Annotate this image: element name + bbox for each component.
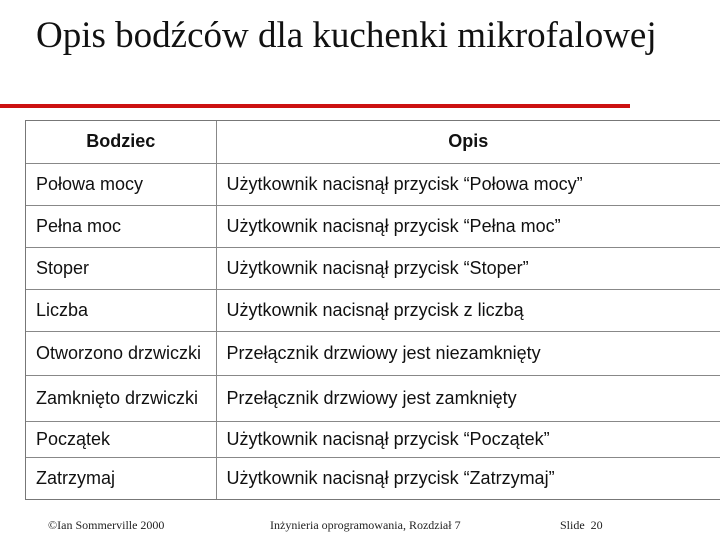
- description-cell: Użytkownik nacisnął przycisk “Pełna moc”: [216, 205, 720, 247]
- description-cell: Użytkownik nacisnął przycisk “Połowa mocy”: [216, 163, 720, 205]
- description-cell: Użytkownik nacisnął przycisk “Początek”: [216, 421, 720, 457]
- table-header-row: [26, 121, 720, 163]
- header-description: Opis: [448, 131, 489, 152]
- footer-slide-number: Slide 20: [560, 518, 603, 532]
- stimulus-table: [25, 120, 720, 500]
- table-row: [26, 457, 720, 499]
- table-row: [26, 375, 720, 421]
- stimulus-cell: Zamknięto drzwiczki: [26, 375, 216, 421]
- table-row: [26, 205, 720, 247]
- header-stimulus: Bodziec: [26, 121, 216, 163]
- footer-course: Inżynieria oprogramowania, Rozdział 7: [270, 518, 461, 532]
- stimulus-cell: Liczba: [26, 289, 216, 331]
- stimulus-cell: Stoper: [26, 247, 216, 289]
- stimulus-cell: Pełna moc: [26, 205, 216, 247]
- description-cell: Przełącznik drzwiowy jest niezamknięty: [216, 331, 720, 375]
- stimulus-cell: Zatrzymaj: [26, 457, 216, 499]
- title-underline: [0, 104, 630, 108]
- footer-copyright: ©Ian Sommerville 2000: [48, 518, 165, 532]
- stimulus-cell: Połowa mocy: [26, 163, 216, 205]
- table-row: [26, 289, 720, 331]
- table-row: [26, 163, 720, 205]
- stimulus-cell: Otworzono drzwiczki: [26, 331, 216, 375]
- description-cell: Użytkownik nacisnął przycisk “Zatrzymaj”: [216, 457, 720, 499]
- stimulus-cell: Początek: [26, 421, 216, 457]
- table-row: [26, 331, 720, 375]
- table-row: [26, 421, 720, 457]
- description-cell: Przełącznik drzwiowy jest zamknięty: [216, 375, 720, 421]
- slide-title: Opis bodźców dla kuchenki mikrofalowej: [36, 15, 657, 56]
- table-row: [26, 247, 720, 289]
- description-cell: Użytkownik nacisnął przycisk “Stoper”: [216, 247, 720, 289]
- description-cell: Użytkownik nacisnął przycisk z liczbą: [216, 289, 720, 331]
